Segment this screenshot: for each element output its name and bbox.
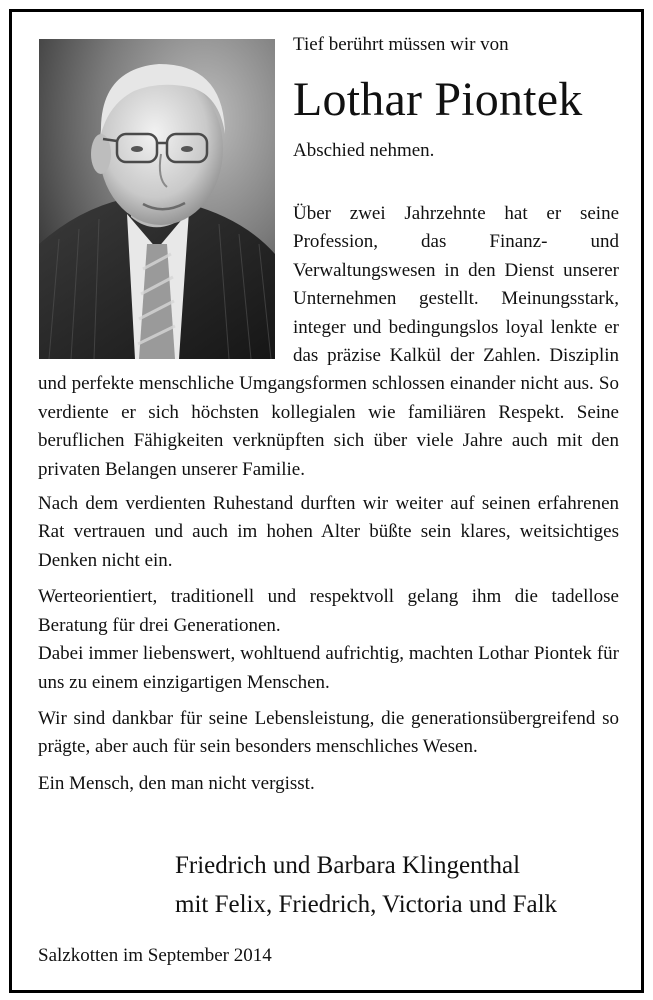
paragraph-values: Werteorientiert, traditionell und respektvoll gelang ihm die tadellose Beratung für drei Generationen. [38, 586, 619, 636]
intro-line: Tief berührt müssen wir von [293, 34, 509, 55]
paragraph-character: Dabei immer liebenswert, wohltuend aufrichtig, machten Lothar Piontek für uns zu einem einzigartigen Menschen. [38, 643, 619, 693]
paragraph-retirement: Nach dem verdienten Ruhestand durften wir weiter auf seinen erfahrenen Rat vertrauen und auch im hohen Alter büßte sein klares, weitsichtiges Denken nicht ein. [38, 493, 619, 571]
place-date: Salzkotten im September 2014 [38, 945, 272, 966]
deceased-name: Lothar Piontek [293, 73, 583, 126]
photo-float-spacer [38, 200, 293, 364]
paragraph-closing: Ein Mensch, den man nicht vergisst. [38, 772, 315, 794]
obituary-frame [9, 9, 644, 993]
signature-line-1: Friedrich und Barbara Klingenthal [175, 852, 521, 879]
paragraph-tribute: Über zwei Jahrzehnte hat er seine Profession, das Finanz- und Verwaltungswesen in den Dienst unserer Unternehmen gestellt. Meinungsstark, integer und bedingungslos loyal lenkte er das präzise Kalkül der Zahlen. Disziplin und perfekte menschliche Umgangsformen schlossen einander nicht aus. So verdiente er sich höchsten kollegialen wie familiären Respekt. Seine beruflichen Fähigkeiten verknüpften sich über viele Jahre auch mit den privaten Belangen unserer Familie. [38, 203, 619, 480]
signature-line-2: mit Felix, Friedrich, Victoria und Falk [175, 891, 558, 918]
paragraph-gratitude: Wir sind dankbar für seine Lebensleistung, die generationsübergreifend so prägte, aber auch für sein besonders menschliches Wesen. [38, 707, 619, 758]
obituary-text [38, 200, 619, 806]
signature-block [175, 846, 557, 924]
farewell-line: Abschied nehmen. [293, 140, 435, 161]
